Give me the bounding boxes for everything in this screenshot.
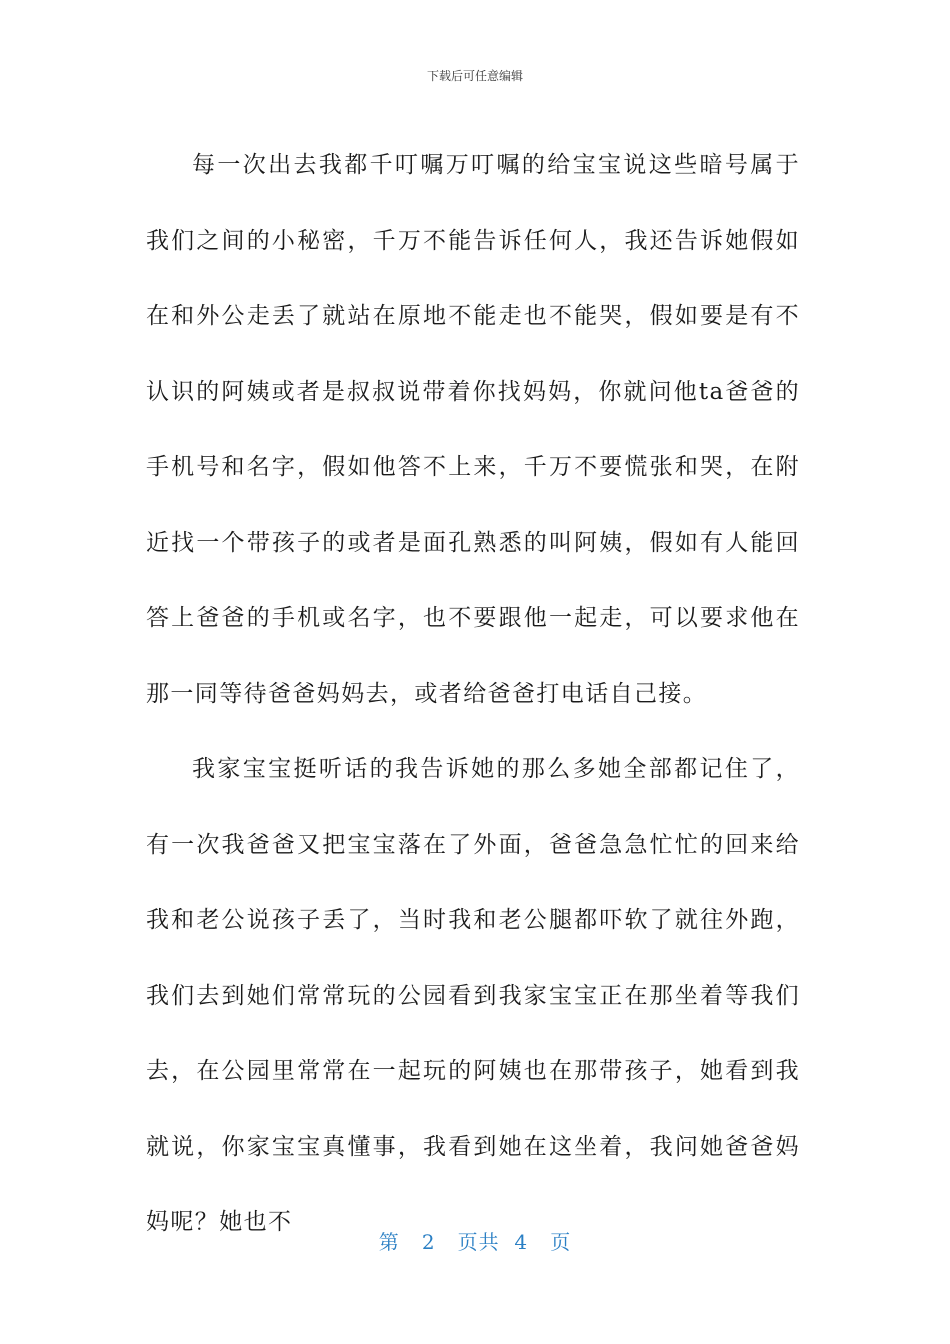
footer-total-pages: 4 (514, 1230, 529, 1254)
document-body (146, 128, 800, 1261)
footer-label-page: 第 (378, 1230, 400, 1254)
footer-label-end: 页 (550, 1230, 572, 1254)
paragraph-2: 我家宝宝挺听话的我告诉她的那么多她全部都记住了，有一次我爸爸又把宝宝落在了外面，爸爸急急忙忙的回来给我和老公说孩子丢了，当时我和老公腿都吓软了就往外跑，我们去到她们常常玩的公园看到我家宝宝正在那坐着等我们去，在公园里常常在一起玩的阿姨也在那带孩子，她看到我就说，你家宝宝真懂事，我看到她在这坐着，我问她爸爸妈妈呢？她也不 (146, 756, 800, 1235)
page-header: 下载后可任意编辑 (426, 69, 523, 83)
footer-current-page: 2 (421, 1230, 436, 1254)
footer-label-of: 页共 (457, 1230, 500, 1254)
page-footer (0, 1226, 950, 1255)
paragraph-1: 每一次出去我都千叮嘱万叮嘱的给宝宝说这些暗号属于我们之间的小秘密，千万不能告诉任何人，我还告诉她假如在和外公走丢了就站在原地不能走也不能哭，假如要是有不认识的阿姨或者是叔叔说带着你找妈妈，你就问他ta爸爸的手机号和名字，假如他答不上来，千万不要慌张和哭，在附近找一个带孩子的或者是面孔熟悉的叫阿姨，假如有人能回答上爸爸的手机或名字，也不要跟他一起走，可以要求他在那一同等待爸爸妈妈去，或者给爸爸打电话自己接。 (146, 152, 800, 707)
